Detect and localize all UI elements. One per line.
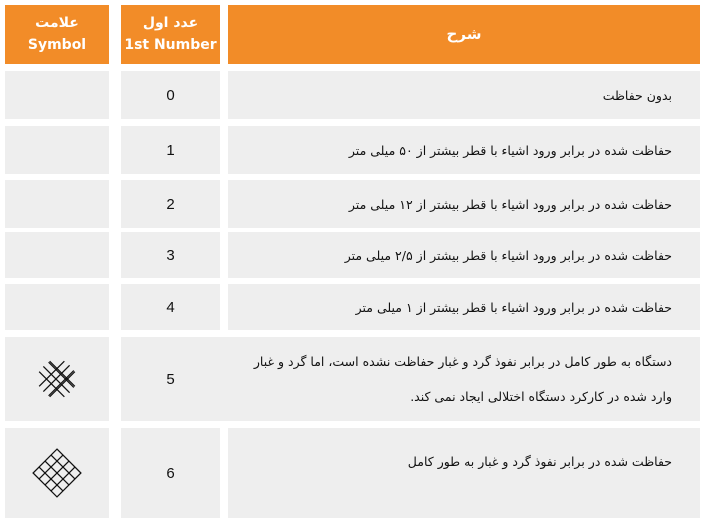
row-5-line-1: دستگاه به طور کامل در برابر نفوذ گرد و غبار حفاظت نشده است، اما گرد و غبار (253, 354, 672, 369)
row-5-line-2: وارد شده در کارکرد دستگاه اختلالی ایجاد نمی کند. (410, 389, 672, 404)
row-0-description (228, 71, 700, 119)
row-4-number: 4 (121, 284, 220, 330)
header-description (228, 5, 700, 64)
row-2-description (228, 180, 700, 228)
row-5-number: 5 (121, 337, 220, 421)
row-4-line-1: حفاظت شده در برابر ورود اشیاء با قطر بیشتر از ۱ میلی متر (355, 299, 672, 315)
header-symbol-en: Symbol (27, 36, 87, 53)
row-5-description (210, 337, 700, 421)
row-2-line-1: حفاظت شده در برابر ورود اشیاء با قطر بیشتر از ۱۲ میلی متر (348, 196, 672, 212)
row-2-number: 2 (121, 180, 220, 228)
row-2-symbol (5, 180, 109, 228)
row-4-description (228, 284, 700, 330)
row-1-number: 1 (121, 126, 220, 174)
dust-protected-icon (36, 358, 78, 400)
row-0-symbol (5, 71, 109, 119)
header-symbol-fa: علامت (35, 14, 79, 31)
row-4-symbol (5, 284, 109, 330)
header-number (121, 5, 220, 64)
row-3-description (228, 232, 700, 278)
row-3-number: 3 (121, 232, 220, 278)
row-1-description (228, 126, 700, 174)
header-number-fa: عدد اول (142, 14, 199, 31)
row-3-symbol (5, 232, 109, 278)
row-0-number: 0 (121, 71, 220, 119)
dust-tight-icon (31, 447, 83, 499)
row-6-symbol (5, 428, 109, 518)
row-3-line-1: حفاظت شده در برابر ورود اشیاء با قطر بیشتر از ۲/۵ میلی متر (344, 247, 672, 263)
row-0-line-1: بدون حفاظت (602, 87, 672, 103)
row-1-line-1: حفاظت شده در برابر ورود اشیاء با قطر بیشتر از ۵۰ میلی متر (348, 142, 672, 158)
header-symbol (5, 5, 109, 64)
row-6-description (228, 428, 700, 518)
row-6-line-1: حفاظت شده در برابر نفوذ گرد و غبار به طور کامل (407, 454, 672, 469)
row-6-number: 6 (121, 428, 220, 518)
header-number-en: 1st Number (124, 36, 217, 53)
row-1-symbol (5, 126, 109, 174)
row-5-symbol (5, 337, 109, 421)
header-description-fa: شرح (446, 24, 482, 43)
